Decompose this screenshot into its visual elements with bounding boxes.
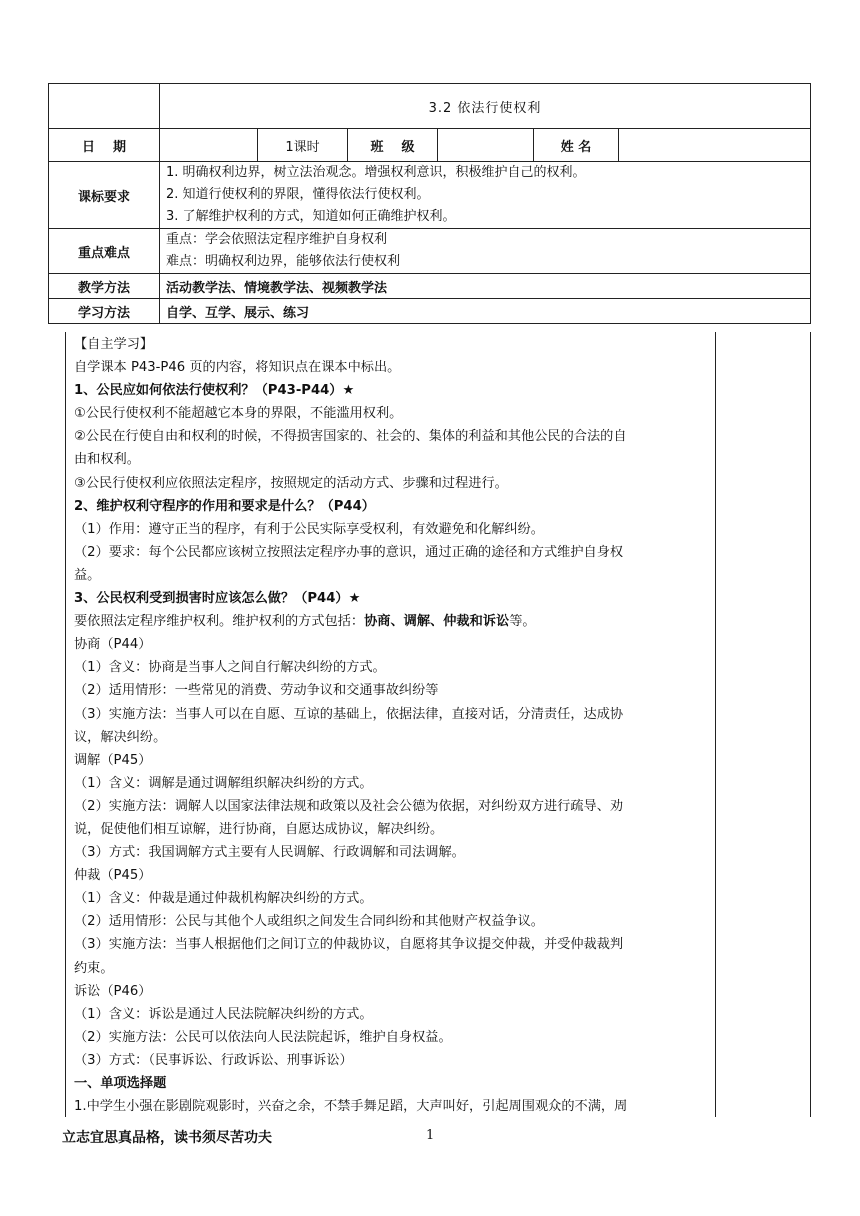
line-text: （2）适用情形：公民与其他个人或组织之间发生合同纠纷和其他财产权益争议。 <box>74 914 544 930</box>
line-text: （1）含义：仲裁是通过仲裁机构解决纠纷的方式。 <box>74 891 373 907</box>
period-value: 1课时 <box>258 129 348 162</box>
line-text: 【自主学习】 <box>74 337 154 352</box>
learning-method-label: 学习方法 <box>49 299 160 324</box>
line-text: 协商（P44） <box>74 637 152 653</box>
line-text: 仲裁（P45） <box>74 868 152 884</box>
line-text: 1、公民应如何依法行使权利？（P43-P44）★ <box>74 383 355 399</box>
date-label: 日 期 <box>49 129 160 162</box>
line-text: （1）含义：调解是通过调解组织解决纠纷的方式。 <box>74 775 373 791</box>
line-text: 一、单项选择题 <box>74 1076 167 1091</box>
line-text: （3）实施方法：当事人根据他们之间订立的仲裁协议，自愿将其争议提交仲裁，并受仲裁裁判 <box>74 937 624 953</box>
line-text: 3、公民权利受到损害时应该怎么做？（P44）★ <box>74 591 361 607</box>
class-label: 班 级 <box>348 129 438 162</box>
content-line <box>74 356 710 379</box>
line-text: 2、维护权利守程序的作用和要求是什么？（P44） <box>74 498 375 514</box>
content-line <box>74 703 710 726</box>
content-line <box>74 448 710 471</box>
date-value <box>160 129 258 162</box>
line-text: 约束。 <box>74 960 114 976</box>
key-points-label: 重点难点 <box>49 229 160 274</box>
content-line <box>74 1049 710 1072</box>
self-study-content <box>74 333 710 1118</box>
content-line <box>74 633 710 656</box>
line-text: （1）含义：协商是当事人之间自行解决纠纷的方式。 <box>74 660 386 676</box>
teaching-method-label: 教学方法 <box>49 274 160 299</box>
curriculum-content <box>160 162 811 229</box>
key-point: 重点：学会依照法定程序维护自身权利 <box>166 232 388 247</box>
teaching-method-row <box>49 274 811 299</box>
line-text: 诉讼（P46） <box>74 983 152 999</box>
line-text: （3）实施方法：当事人可以在自愿、互谅的基础上，依据法律，直接对话，分清责任，达成协 <box>74 706 624 722</box>
line-text: 议，解决纠纷。 <box>74 729 167 745</box>
line-text: （2）实施方法：调解人以国家法律法规和政策以及社会公德为依据，对纠纷双方进行疏导、劝 <box>74 798 624 814</box>
curriculum-row <box>49 162 811 229</box>
content-line <box>74 980 710 1003</box>
lesson-title: 3.2 依法行使权利 <box>160 84 811 129</box>
line-text: 说，促使他们相互谅解，进行协商，自愿达成协议，解决纠纷。 <box>74 821 444 837</box>
content-line <box>74 772 710 795</box>
curriculum-item: 3. 了解维护权利的方式，知道如何正确维护权利。 <box>166 209 456 224</box>
class-value <box>438 129 534 162</box>
content-line <box>74 818 710 841</box>
section-heading <box>74 587 710 610</box>
content-line <box>74 679 710 702</box>
line-text: （2）要求：每个公民都应该树立按照法定程序办事的意识，通过正确的途径和方式维护自身权 <box>74 544 624 560</box>
title-row <box>49 84 811 129</box>
content-line <box>74 472 710 495</box>
line-text: （2）适用情形：一些常见的消费、劳动争议和交通事故纠纷等 <box>74 683 439 699</box>
content-line <box>74 333 710 356</box>
lesson-header-table <box>48 83 811 324</box>
section-heading <box>74 379 710 402</box>
line-tail: 等。 <box>509 614 536 630</box>
content-line <box>74 887 710 910</box>
curriculum-item: 1. 明确权利边界，树立法治观念。增强权利意识，积极维护自己的权利。 <box>166 165 586 180</box>
content-line <box>74 564 710 587</box>
content-line <box>74 610 710 633</box>
line-text: ①公民行使权利不能超越它本身的界限，不能滥用权利。 <box>74 406 403 422</box>
content-line <box>74 518 710 541</box>
curriculum-item: 2. 知道行使权利的界限，懂得依法行使权利。 <box>166 187 430 202</box>
content-line <box>74 541 710 564</box>
page-number: 1 <box>426 1128 435 1143</box>
name-value <box>619 129 811 162</box>
content-line <box>74 425 710 448</box>
content-line <box>74 749 710 772</box>
content-line <box>74 726 710 749</box>
line-text: （1）含义：诉讼是通过人民法院解决纠纷的方式。 <box>74 1006 373 1022</box>
content-line <box>74 957 710 980</box>
line-text: 1.中学生小强在影剧院观影时，兴奋之余，不禁手舞足蹈，大声叫好，引起周围观众的不满，周 <box>74 1099 628 1115</box>
difficult-point: 难点：明确权利边界，能够依法行使权利 <box>166 254 401 269</box>
line-text: ③公民行使权利应依照法定程序，按照规定的活动方式、步骤和过程进行。 <box>74 475 508 491</box>
content-line <box>74 1026 710 1049</box>
content-line <box>74 1095 710 1118</box>
line-text: （3）方式：我国调解方式主要有人民调解、行政调解和司法调解。 <box>74 845 465 861</box>
line-text: ②公民在行使自由和权利的时候，不得损害国家的、社会的、集体的利益和其他公民的合法的自 <box>74 429 627 445</box>
line-text: 益。 <box>74 567 101 583</box>
line-text: 调解（P45） <box>74 752 152 768</box>
notes-column <box>714 332 811 1117</box>
line-text: 由和权利。 <box>74 452 140 468</box>
line-text: （2）实施方法：公民可以依法向人民法院起诉，维护自身权益。 <box>74 1029 452 1045</box>
learning-method-value: 自学、互学、展示、练习 <box>160 299 811 324</box>
learning-method-row <box>49 299 811 324</box>
key-points-content <box>160 229 811 274</box>
line-text: （3）方式：（民事诉讼、行政诉讼、刑事诉讼） <box>74 1052 353 1068</box>
content-line <box>74 841 710 864</box>
content-line <box>74 1003 710 1026</box>
content-line <box>74 864 710 887</box>
line-emphasis: 协商、调解、仲裁和诉讼 <box>364 614 510 630</box>
section-heading <box>74 495 710 518</box>
content-line <box>74 795 710 818</box>
content-line <box>74 402 710 425</box>
title-left-blank <box>49 84 160 129</box>
name-label: 姓 名 <box>534 129 619 162</box>
key-points-row <box>49 229 811 274</box>
content-line <box>74 656 710 679</box>
content-line <box>74 910 710 933</box>
line-text: 自学课本 P43-P46 页的内容，将知识点在课本中标出。 <box>74 360 401 376</box>
section-heading <box>74 1072 710 1095</box>
content-line <box>74 933 710 956</box>
line-text: 要依照法定程序维护权利。维护权利的方式包括： <box>74 614 365 630</box>
line-text: （1）作用：遵守正当的程序，有利于公民实际享受权利，有效避免和化解纠纷。 <box>74 521 544 537</box>
curriculum-label: 课标要求 <box>49 162 160 229</box>
footer-motto: 立志宜思真品格，读书须尽苦功夫 <box>62 1130 272 1146</box>
teaching-method-value: 活动教学法、情境教学法、视频教学法 <box>160 274 811 299</box>
date-row <box>49 129 811 162</box>
